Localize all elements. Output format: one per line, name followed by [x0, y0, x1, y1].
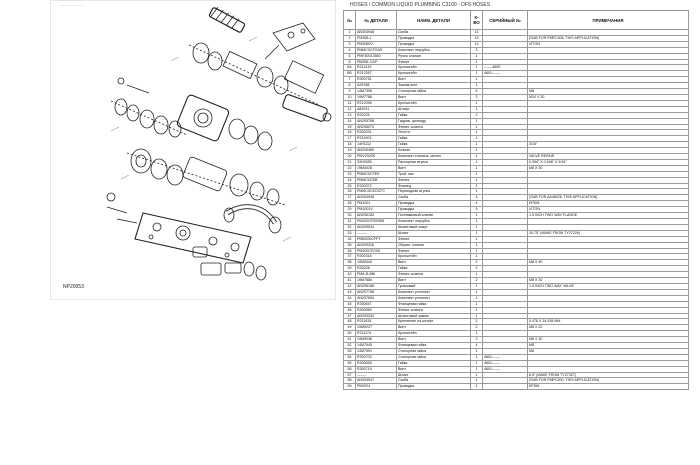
part-number-cell: PMM200CFPT	[356, 236, 397, 242]
part-number-cell: PM200CFG05	[356, 248, 397, 254]
row-number-cell: 6A	[344, 65, 356, 71]
part-number-cell: PMMC0CEB	[356, 177, 397, 183]
part-name-cell: Распорная втулка	[397, 159, 471, 165]
part-name-cell: Фитинг шланга	[397, 307, 471, 313]
quantity-cell: 1	[471, 378, 483, 384]
part-number-cell: R300569	[356, 307, 397, 313]
part-name-cell: Поплавковый клапан	[397, 213, 471, 219]
part-number-cell: R212267	[356, 71, 397, 77]
part-number-cell: AN304948	[356, 195, 397, 201]
row-number-cell: 13	[344, 112, 356, 118]
threaded-fitting-top	[209, 6, 245, 33]
part-name-cell: Стопорная гайка	[397, 89, 471, 95]
part-name-cell: Шланговый зажим	[397, 313, 471, 319]
quantity-cell: 1	[471, 384, 483, 390]
part-number-cell: 19M9440	[356, 260, 397, 266]
part-name-cell: Кронштейн	[397, 100, 471, 106]
serial-number-cell: 4601-------	[483, 354, 528, 360]
quantity-cell: 4	[471, 343, 483, 349]
part-number-cell: AN205788	[356, 118, 397, 124]
part-name-cell: Кронштейн	[397, 254, 471, 260]
row-number-cell: 28	[344, 201, 356, 207]
part-number-cell: R211174	[356, 331, 397, 337]
part-number-cell: AN207758	[356, 289, 397, 295]
part-number-cell: PM1001V	[356, 207, 397, 213]
part-number-cell: R300316	[356, 254, 397, 260]
quantity-cell: 1	[471, 65, 483, 71]
part-name-cell: Гусаковый	[397, 283, 471, 289]
quantity-cell: 1	[471, 165, 483, 171]
valve-body	[176, 94, 272, 150]
part-number-cell: AN209316	[356, 242, 397, 248]
row-number-cell: 25	[344, 183, 356, 189]
part-number-cell: R300547	[356, 301, 397, 307]
notes-cell: VITON	[528, 41, 689, 47]
part-name-cell: Фланцевая гайка	[397, 301, 471, 307]
quantity-cell: 1	[471, 348, 483, 354]
row-number-cell: 30	[344, 213, 356, 219]
quantity-cell: 13	[471, 35, 483, 41]
part-name-cell: Фитинг шланга	[397, 272, 471, 278]
part-name-cell: Гайка	[397, 360, 471, 366]
quantity-cell: 1	[471, 71, 483, 77]
part-number-cell: AN207654	[356, 295, 397, 301]
column-header-part-number: № ДЕТАЛИ	[356, 11, 397, 30]
part-name-cell: Уплотн.	[397, 130, 471, 136]
quantity-cell: 1	[471, 53, 483, 59]
part-name-cell: Стопорная гайка	[397, 348, 471, 354]
row-number-cell: 34	[344, 236, 356, 242]
top-bracket	[265, 23, 315, 59]
part-name-cell: Скоба	[397, 378, 471, 384]
quantity-cell: 1	[471, 283, 483, 289]
part-name-cell: Проводка	[397, 41, 471, 47]
notes-cell: (SUB FOR PMPC200, THIS APPLICATION)	[528, 378, 689, 384]
row-number-cell: 5	[344, 53, 356, 59]
serial-number-cell: 4601-------	[483, 360, 528, 366]
diagram-top-caption: --------- ------ ---	[59, 3, 83, 7]
row-number-cell: 37	[344, 254, 356, 260]
quantity-cell: 1	[471, 136, 483, 142]
row-number-cell: 43	[344, 289, 356, 295]
column-header-notes: ПРИМЕЧАНИЯ	[528, 11, 689, 30]
part-number-cell: PMV2020S	[356, 154, 397, 160]
quantity-cell: 2	[471, 278, 483, 284]
quantity-cell: 1	[471, 100, 483, 106]
column-header-quantity: К-ВО	[471, 11, 483, 30]
row-number-cell: 12	[344, 106, 356, 112]
quantity-cell: 13	[471, 30, 483, 36]
upper-assembly	[189, 43, 324, 105]
part-number-cell: R212095	[356, 100, 397, 106]
row-number-cell: 9	[344, 89, 356, 95]
notes-cell: (SUB FOR AA48226, THIS APPLICATION)	[528, 195, 689, 201]
part-name-cell: Винт	[397, 278, 471, 284]
part-number-cell: AN209489	[356, 148, 397, 154]
notes-cell: 1.5 INCH TWO WAY FLANGE	[528, 213, 689, 219]
row-number-cell: 44	[344, 295, 356, 301]
part-number-cell: 19M7886	[356, 278, 397, 284]
notes-cell: 6.5" (MAKE FROM TY27327)	[528, 372, 689, 378]
parts-diagram-panel	[50, 0, 336, 300]
row-number-cell: 36	[344, 248, 356, 254]
part-name-cell: Винт	[397, 260, 471, 266]
notes-cell: 0.394" X 0.548" X 9/16"	[528, 159, 689, 165]
part-number-cell: R211634	[356, 319, 397, 325]
part-number-cell: R300638	[356, 360, 397, 366]
part-number-cell: 14M7396	[356, 89, 397, 95]
part-name-cell: Скоба	[397, 195, 471, 201]
part-number-cell: R300372	[356, 183, 397, 189]
quantity-cell: 1	[471, 130, 483, 136]
row-number-cell: 32	[344, 224, 356, 230]
row-number-cell: 31	[344, 219, 356, 225]
part-number-cell: PM3060V	[356, 41, 397, 47]
part-name-cell: Шланговый хомут	[397, 224, 471, 230]
document-header: HOSES / COMMON LIQUID PLUMBING C3100 - DFS HOSES	[350, 2, 491, 8]
notes-cell: EPDM	[528, 384, 689, 390]
part-number-cell: R300751	[356, 77, 397, 83]
quantity-cell: 1	[471, 183, 483, 189]
part-number-cell: PM306-CAP	[356, 59, 397, 65]
row-number-cell: 55	[344, 360, 356, 366]
part-name-cell: Комплект уплотнит.	[397, 289, 471, 295]
part-name-cell: Проводка	[397, 35, 471, 41]
quantity-cell: 1	[471, 372, 483, 378]
row-number-cell: 52	[344, 343, 356, 349]
notes-cell: 3/16"	[528, 142, 689, 148]
row-number-cell: 29	[344, 207, 356, 213]
part-number-cell: PMMC0CFEE	[356, 171, 397, 177]
part-number-cell: 14M7591	[356, 348, 397, 354]
serial-number-cell: 4601-------	[483, 366, 528, 372]
quantity-cell: 1	[471, 289, 483, 295]
notes-cell: M10 X 30	[528, 94, 689, 100]
row-number-cell: 57	[344, 372, 356, 378]
notes-cell: (SUB FOR PMPC308, THIS APPLICATION)	[528, 35, 689, 41]
part-name-cell: Комплект клапана, механ.	[397, 154, 471, 160]
row-number-cell: 46	[344, 307, 356, 313]
part-name-cell: Фитинг	[397, 59, 471, 65]
row-number-cell: 26	[344, 189, 356, 195]
quantity-cell: 1	[471, 236, 483, 242]
quantity-cell: 1	[471, 230, 483, 236]
part-name-cell: Гайка	[397, 266, 471, 272]
hose-with-clamp	[224, 207, 281, 233]
column-header-number: №	[344, 11, 356, 30]
part-number-cell: PMF80013560	[356, 53, 397, 59]
quantity-cell: 1	[471, 189, 483, 195]
quantity-cell: 2	[471, 112, 483, 118]
quantity-cell: 2	[471, 266, 483, 272]
row-number-cell: 11	[344, 100, 356, 106]
quantity-cell: 1	[471, 242, 483, 248]
quantity-cell: 1	[471, 83, 483, 89]
part-name-cell: Фитинг шланга	[397, 124, 471, 130]
part-name-cell: Винт	[397, 325, 471, 331]
part-name-cell: Скоба	[397, 30, 471, 36]
part-name-cell: Штифт	[397, 106, 471, 112]
row-number-cell: 50	[344, 331, 356, 337]
part-name-cell: Винт	[397, 337, 471, 343]
notes-cell: M8	[528, 89, 689, 95]
quantity-cell: 2	[471, 319, 483, 325]
quantity-cell: 1	[471, 354, 483, 360]
row-number-cell: 8	[344, 83, 356, 89]
quantity-cell: 13	[471, 41, 483, 47]
part-number-cell: R300703	[356, 354, 397, 360]
row-number-cell: 20	[344, 154, 356, 160]
notes-cell: 0.476 X 34.938 MM	[528, 319, 689, 325]
notes-cell: 1.5 INCH TWO WAY VALVE	[528, 283, 689, 289]
notes-cell: M8	[528, 348, 689, 354]
part-number-cell: AN304947	[356, 378, 397, 384]
part-name-cell: Фитинг	[397, 177, 471, 183]
part-number-cell: PM2001	[356, 384, 397, 390]
row-number-cell: 48	[344, 319, 356, 325]
quantity-cell: 1	[471, 307, 483, 313]
row-number-cell: 6B	[344, 71, 356, 77]
part-number-cell: AN209343	[356, 313, 397, 319]
part-name-cell: Фланец	[397, 183, 471, 189]
part-name-cell: Переходная втулка	[397, 189, 471, 195]
part-name-cell: Комплект патрубок	[397, 47, 471, 53]
part-number-cell: 14H1112	[356, 142, 397, 148]
table-row	[344, 384, 689, 390]
row-number-cell: 14	[344, 118, 356, 124]
parts-table-body	[344, 30, 689, 390]
part-number-cell: R211003	[356, 136, 397, 142]
part-number-cell: PM200CF0005M	[356, 219, 397, 225]
part-number-cell: AN304948	[356, 30, 397, 36]
quantity-cell: 2	[471, 337, 483, 343]
part-number-cell: AN206183	[356, 213, 397, 219]
row-number-cell: 3	[344, 41, 356, 47]
quantity-cell: 1	[471, 106, 483, 112]
quantity-cell: 1	[471, 248, 483, 254]
quantity-cell: 2	[471, 325, 483, 331]
notes-cell: M8 X 22	[528, 325, 689, 331]
quantity-cell: 1	[471, 360, 483, 366]
row-number-cell: 58	[344, 378, 356, 384]
row-number-cell: 23	[344, 171, 356, 177]
row-number-cell: 56	[344, 366, 356, 372]
quantity-cell: 1	[471, 331, 483, 337]
serial-number-cell: -------4600	[483, 65, 528, 71]
quantity-cell: 1	[471, 77, 483, 83]
notes-cell: EPDM	[528, 201, 689, 207]
parts-table	[343, 10, 689, 390]
quantity-cell: 1	[471, 154, 483, 160]
part-number-cell: R32226	[356, 112, 397, 118]
fittings-lower-right	[193, 247, 266, 280]
part-name-cell: Зажим-шпл	[397, 83, 471, 89]
column-header-part-name: НАИМ. ДЕТАЛИ	[397, 11, 471, 30]
row-number-cell: 15	[344, 124, 356, 130]
part-name-cell: Винт	[397, 366, 471, 372]
part-name-cell: Гайка	[397, 142, 471, 148]
part-name-cell: Комплект уплотнит.	[397, 295, 471, 301]
part-name-cell: Винт	[397, 94, 471, 100]
part-name-cell: Гидрав. цилиндр	[397, 118, 471, 124]
row-number-cell: 59	[344, 384, 356, 390]
quantity-cell: 1	[471, 295, 483, 301]
row-number-cell: 17	[344, 136, 356, 142]
row-number-cell: 7	[344, 77, 356, 83]
part-number-cell: R32226	[356, 266, 397, 272]
notes-cell: M8 X 40	[528, 260, 689, 266]
part-number-cell: PMMC0CFGAS	[356, 47, 397, 53]
part-number-cell: 19M9036	[356, 337, 397, 343]
part-number-cell: 33H3455	[356, 159, 397, 165]
part-number-cell: 14M7945	[356, 343, 397, 349]
row-number-cell: 19	[344, 148, 356, 154]
quantity-cell: 1	[471, 148, 483, 154]
part-number-cell: --------	[356, 230, 397, 236]
part-number-cell: PM1001	[356, 201, 397, 207]
figure-id-label: NP20053	[63, 284, 84, 290]
part-name-cell: Винт	[397, 77, 471, 83]
part-number-cell: R211419	[356, 65, 397, 71]
part-number-cell: 19M7786	[356, 94, 397, 100]
serial-number-cell: 4601-------	[483, 71, 528, 77]
row-number-cell: 42	[344, 283, 356, 289]
part-name-cell: Гайка	[397, 136, 471, 142]
part-name-cell: Кронштейн	[397, 65, 471, 71]
quantity-cell: 1	[471, 219, 483, 225]
part-name-cell: Клапан	[397, 148, 471, 154]
part-name-cell: Фитинг	[397, 236, 471, 242]
quantity-cell: 1	[471, 301, 483, 307]
notes-cell: M8 X 30	[528, 165, 689, 171]
row-number-cell: 38	[344, 260, 356, 266]
quantity-cell: 1	[471, 272, 483, 278]
quantity-cell: 1	[471, 366, 483, 372]
quantity-cell: 5	[471, 207, 483, 213]
part-name-cell: Кронштейн	[397, 331, 471, 337]
row-number-cell: 39	[344, 266, 356, 272]
part-name-cell: Трой. ник	[397, 171, 471, 177]
quantity-cell: 1	[471, 124, 483, 130]
quantity-cell: 1	[471, 142, 483, 148]
part-name-cell: Ручно клапан	[397, 53, 471, 59]
row-number-cell: 18	[344, 142, 356, 148]
row-number-cell: 47	[344, 313, 356, 319]
part-name-cell: Обратн. клапан	[397, 242, 471, 248]
notes-cell: VALVE REPAIR	[528, 154, 689, 160]
row-number-cell: 10	[344, 94, 356, 100]
row-number-cell: 53	[344, 348, 356, 354]
quantity-cell: 6	[471, 89, 483, 95]
small-parts-left	[107, 78, 149, 223]
quantity-cell: 1	[471, 59, 483, 65]
quantity-cell: 2	[471, 260, 483, 266]
notes-cell: M8 X 30	[528, 278, 689, 284]
quantity-cell: 1	[471, 177, 483, 183]
part-name-cell: Фитинг	[397, 248, 471, 254]
part-name-cell: Шланг	[397, 230, 471, 236]
part-name-cell: Шланг	[397, 372, 471, 378]
row-number-cell: 2	[344, 35, 356, 41]
part-name-cell: Винт	[397, 165, 471, 171]
row-number-cell: 54	[344, 354, 356, 360]
quantity-cell: 1	[471, 254, 483, 260]
row-number-cell: 24	[344, 177, 356, 183]
quantity-cell: 3	[471, 47, 483, 53]
row-number-cell: 35	[344, 242, 356, 248]
notes-cell: M8	[528, 343, 689, 349]
row-number-cell: 33	[344, 230, 356, 236]
flange-group-middle	[127, 149, 285, 205]
part-number-cell: R300719	[356, 366, 397, 372]
part-number-cell: A25788	[356, 83, 397, 89]
part-name-cell: Проводка	[397, 201, 471, 207]
part-number-cell: PM306-L	[356, 35, 397, 41]
row-number-cell: 51	[344, 337, 356, 343]
row-number-cell: 22	[344, 165, 356, 171]
part-number-cell: --------	[356, 372, 397, 378]
quantity-cell: 1	[471, 171, 483, 177]
part-number-cell: 19M9227	[356, 325, 397, 331]
quantity-cell: 1	[471, 118, 483, 124]
part-name-cell: Гайка	[397, 112, 471, 118]
row-number-cell: 40	[344, 272, 356, 278]
quantity-cell: 1	[471, 159, 483, 165]
part-name-cell: Проводка	[397, 384, 471, 390]
part-number-cell: AN206073	[356, 124, 397, 130]
row-number-cell: 41	[344, 278, 356, 284]
part-number-cell: PM4-B-286	[356, 272, 397, 278]
notes-cell: M8 X 30	[528, 337, 689, 343]
quantity-cell: 1	[471, 313, 483, 319]
part-name-cell: Стопорная гайка	[397, 354, 471, 360]
part-number-cell: A82931	[356, 106, 397, 112]
exploded-parts-diagram	[51, 1, 337, 301]
row-number-cell: 1	[344, 30, 356, 36]
quantity-cell: 1	[471, 213, 483, 219]
ring-stack-left	[111, 99, 187, 137]
notes-cell: VITON	[528, 207, 689, 213]
column-header-serial: СЕРИЙНЫЙ №	[483, 11, 528, 30]
row-number-cell: 16	[344, 130, 356, 136]
part-name-cell: Комплект патрубок	[397, 219, 471, 225]
part-number-cell: AN206186	[356, 283, 397, 289]
part-name-cell: Кронштейн	[397, 71, 471, 77]
part-name-cell: Фланцевая гайка	[397, 343, 471, 349]
quantity-cell: 4	[471, 195, 483, 201]
hydraulic-cylinder	[282, 94, 331, 122]
quantity-cell: 4	[471, 201, 483, 207]
part-name-cell: Крепление на штифт	[397, 319, 471, 325]
part-number-cell: 19M4026	[356, 165, 397, 171]
quantity-cell: 1	[471, 224, 483, 230]
part-name-cell: Проводка	[397, 207, 471, 213]
row-number-cell: 4	[344, 47, 356, 53]
part-number-cell: R300231	[356, 130, 397, 136]
row-number-cell: 27	[344, 195, 356, 201]
notes-cell: 15.75" (MAKE FROM TY27226)	[528, 230, 689, 236]
part-number-cell: PMMC0CEOCFC	[356, 189, 397, 195]
row-number-cell: 49	[344, 325, 356, 331]
parts-table-header	[344, 11, 689, 30]
quantity-cell: 2	[471, 94, 483, 100]
row-number-cell: 21	[344, 159, 356, 165]
row-number-cell: 45	[344, 301, 356, 307]
part-number-cell: AN209544	[356, 224, 397, 230]
row-number-cell: 6	[344, 59, 356, 65]
serial-number-cell	[483, 384, 528, 390]
